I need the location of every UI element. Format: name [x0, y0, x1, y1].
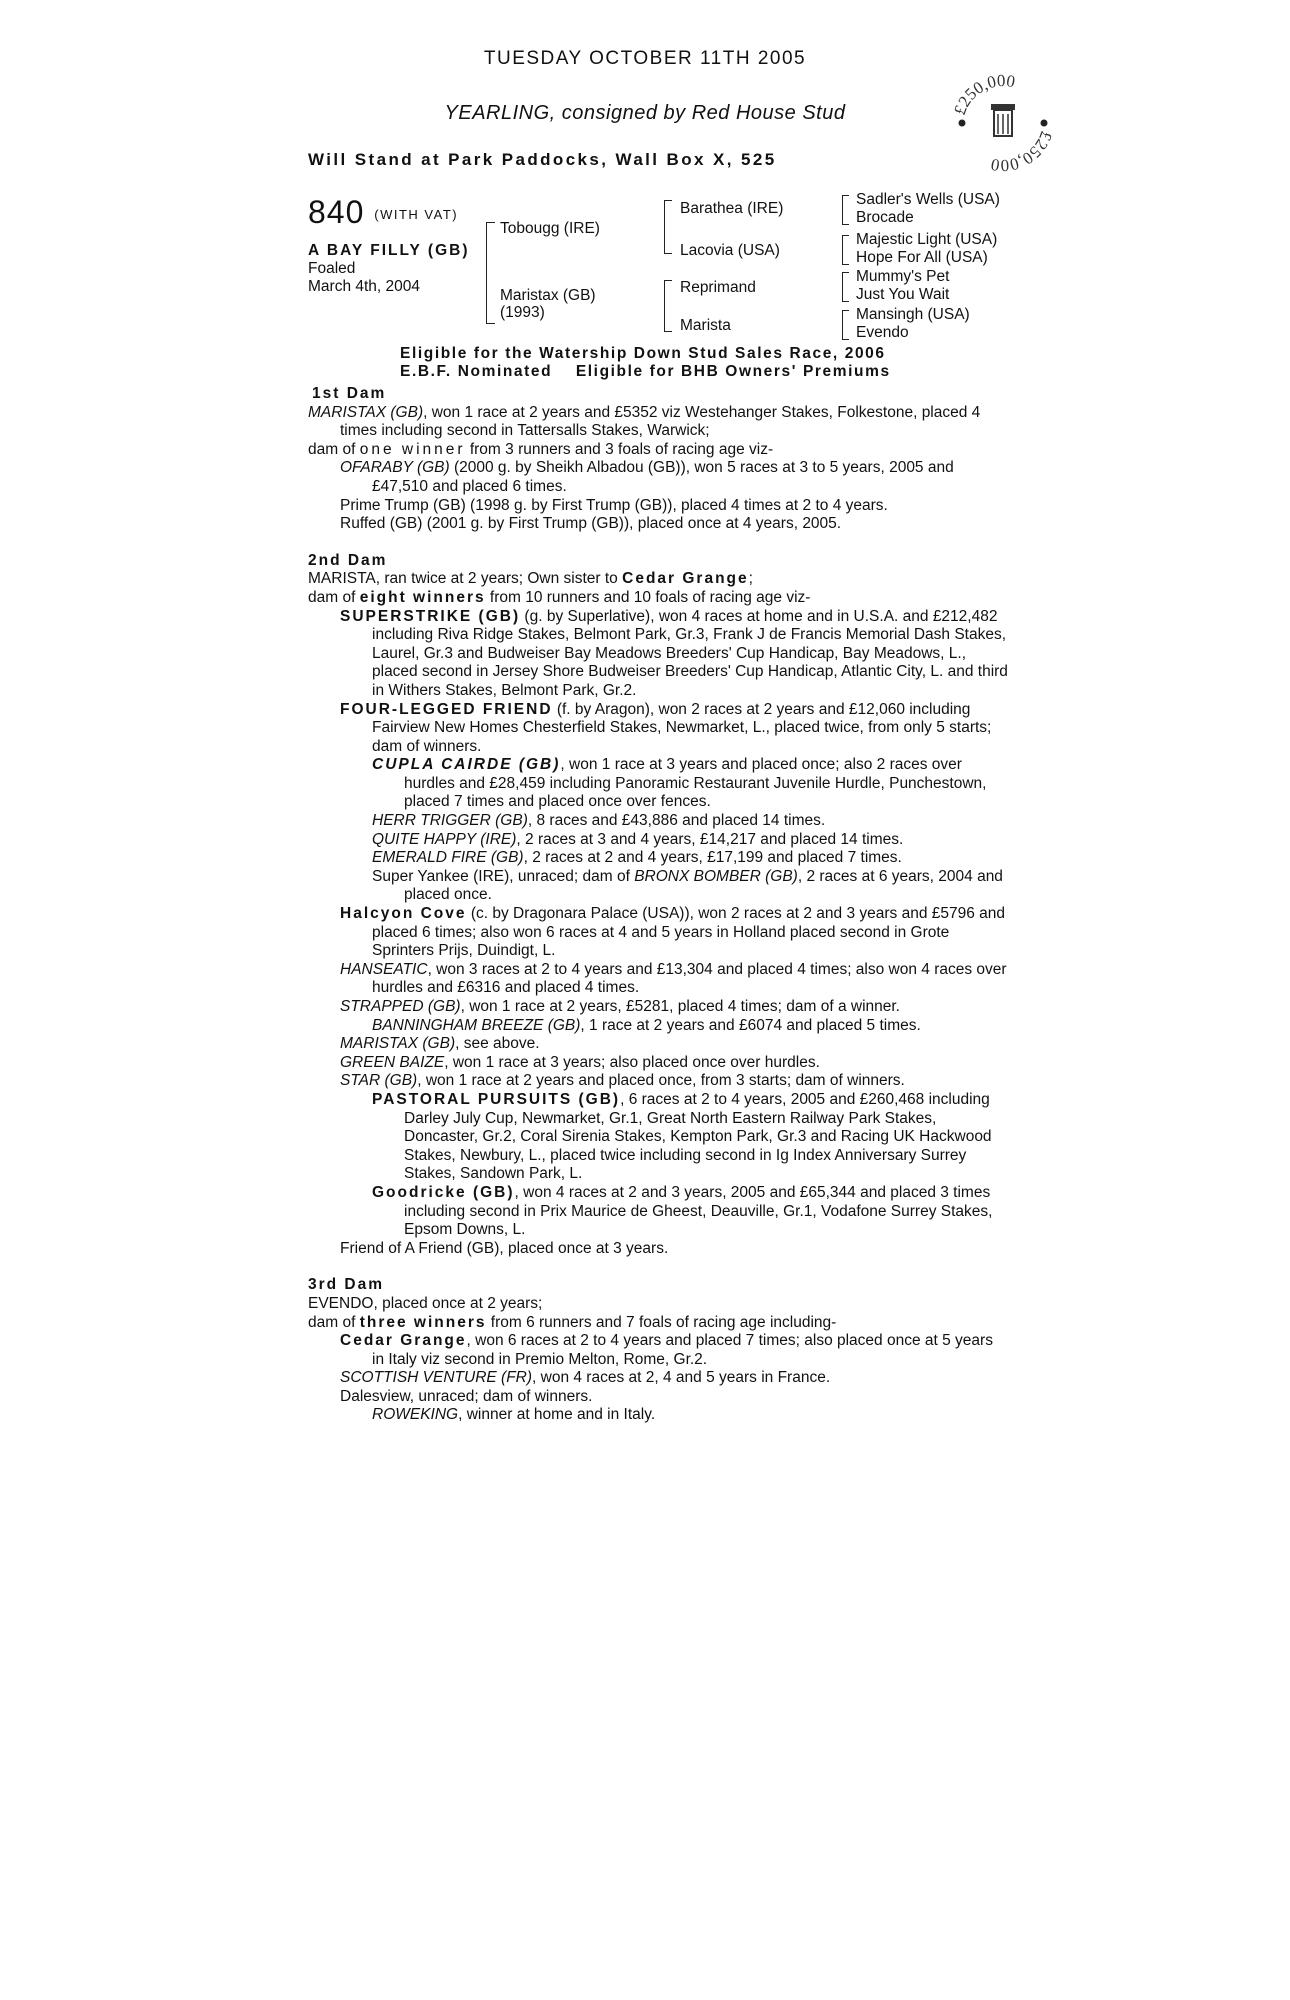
horse-record: , won 1 race at 2 years, £5281, placed 4 times; dam of a winner. [460, 998, 900, 1015]
pedigree-sire: Tobougg (IRE) [500, 220, 600, 237]
horse-name: EMERALD FIRE (GB) [372, 849, 524, 867]
foaled-date: March 4th, 2004 [308, 278, 421, 295]
pedigree-brace-sire [664, 200, 672, 254]
text: Super Yankee (IRE), unraced; dam of [372, 867, 635, 885]
text: dam of [308, 588, 360, 606]
text: dam of [308, 1313, 360, 1331]
second-dam-heading: 2nd Dam [308, 551, 388, 569]
horse-name: BANNINGHAM BREEZE (GB) [372, 1016, 581, 1034]
pedigree-brace-g3-1 [842, 195, 849, 225]
horse-name: STAR (GB) [340, 1072, 418, 1090]
eligibility-line-1: Eligible for the Watership Down Stud Sales Race, 2006 [400, 345, 886, 362]
produce-ofaraby [308, 459, 1008, 496]
third-dam-heading: 3rd Dam [308, 1276, 385, 1294]
horse-record: , won 4 races at 2 and 3 years, 2005 and £65,344 and placed 3 times including second in Prix Maurice de Gheest, Deauville, Gr.1, Vodafone Surrey Stakes, Epsom Downs, L. [404, 1183, 993, 1239]
horse-record: , see above. [455, 1035, 540, 1053]
horse-name: HANSEATIC [340, 960, 428, 978]
horse-record: , 8 races and £43,886 and placed 14 times. [527, 812, 826, 830]
pedigree-g2-4: Marista [680, 317, 731, 334]
produce-ruffed: Ruffed (GB) (2001 g. by First Trump (GB)), placed once at 4 years, 2005. [340, 515, 842, 533]
horse-name: A BAY FILLY (GB) [308, 242, 470, 259]
horse-name: Cedar Grange [622, 570, 749, 588]
produce-hanseatic [308, 961, 1008, 998]
horse-record: , winner at home and in Italy. [458, 1406, 656, 1424]
horse-record: , won 1 race at 2 years and placed once, from 3 starts; dam of winners. [417, 1072, 905, 1090]
produce-roweking [308, 1406, 1008, 1425]
winners-count: three winners [359, 1313, 487, 1331]
horse-name: STRAPPED (GB) [340, 998, 461, 1015]
first-dam-produce-intro [308, 441, 1008, 460]
produce-banningham-breeze [308, 1017, 1008, 1036]
text: from 6 runners and 7 foals of racing age including- [486, 1313, 837, 1331]
produce-dalesview: Dalesview, unraced; dam of winners. [340, 1387, 593, 1405]
pedigree-dam-year: (1993) [500, 304, 545, 321]
produce-halcyon-cove [308, 905, 1008, 961]
produce-herr-trigger [308, 812, 1008, 831]
sale-date: TUESDAY OCTOBER 11TH 2005 [483, 48, 807, 69]
pedigree-brace-dam [664, 280, 672, 332]
horse-record: , 1 race at 2 years and £6074 and placed 5 times. [580, 1016, 921, 1034]
vat-note: (WITH VAT) [374, 207, 459, 223]
horse-name: SCOTTISH VENTURE (FR) [340, 1369, 533, 1387]
horse-record: (f. by Aragon), won 2 races at 2 years and £12,060 including Fairview New Homes Chesterfield Stakes, Newmarket, L., placed twice, from only 5 starts; dam of winners. [372, 700, 992, 755]
pedigree-g3-4: Hope For All (USA) [856, 249, 988, 266]
produce-cupla-cairde [308, 756, 1008, 812]
horse-name: ROWEKING [372, 1406, 459, 1424]
horse-name: CUPLA CAIRDE (GB) [372, 756, 561, 774]
horse-record: (c. by Dragonara Palace (USA)), won 2 races at 2 and 3 years and £5796 and placed 6 times; also won 6 races at 4 and 5 years in Holland placed second in Grote Sprinters Prijs, Duindigt, L. [372, 905, 1006, 960]
horse-record: , won 1 race at 3 years; also placed once over hurdles. [444, 1053, 820, 1071]
pedigree-g2-1: Barathea (IRE) [680, 200, 784, 217]
horse-record: , 6 races at 2 to 4 years, 2005 and £260,468 including Darley July Cup, Newmarket, Gr.1, Great North Eastern Railway Park Stakes, Doncaster, Gr.2, Coral Sirenia Stakes, Kempton Park, Gr.3 and Racing UK Hackwood Stakes, Newbury, L., placed twice including second in Ig Index Anniversary Surrey Stakes, Sandown Park, L. [404, 1090, 992, 1183]
pedigree-brace-main [486, 222, 495, 324]
first-dam-heading: 1st Dam [312, 385, 387, 402]
horse-name: Halcyon Cove [340, 905, 467, 923]
consignment-line: YEARLING, consigned by Red House Stud [444, 102, 846, 124]
produce-emerald-fire [308, 849, 1008, 868]
horse-record: , 2 races at 2 and 4 years, £17,199 and placed 7 times. [523, 849, 902, 867]
text: dam of [308, 440, 360, 458]
horse-record: , won 6 races at 2 to 4 years and placed 7 times; also placed once at 5 years in Italy viz second in Premio Melton, Rome, Gr.2. [372, 1332, 993, 1368]
horse-name: BRONX BOMBER (GB) [634, 867, 798, 885]
lot-info [308, 242, 469, 296]
produce-super-yankee [308, 868, 1008, 905]
produce-pastoral-pursuits [308, 1091, 1008, 1184]
pedigree-g3-8: Evendo [856, 324, 909, 341]
dam-name: MARISTAX (GB) [308, 403, 424, 421]
horse-name: MARISTAX (GB) [340, 1035, 456, 1053]
pedigree-brace-g3-3 [842, 272, 849, 302]
pedigree-dam: Maristax (GB) [500, 287, 596, 304]
third-dam-produce-intro [308, 1314, 1008, 1333]
eligibility [400, 345, 891, 381]
horse-name: OFARABY (GB) [340, 459, 450, 477]
stand-location: Will Stand at Park Paddocks, Wall Box X, 525 [308, 150, 777, 169]
produce-quite-happy [308, 831, 1008, 850]
eligibility-line-2: E.B.F. Nominated Eligible for BHB Owners' Premiums [400, 363, 891, 380]
price-seal-icon [948, 68, 1058, 178]
second-dam-intro [308, 570, 1008, 589]
pedigree-notes [308, 385, 1008, 1425]
pedigree-brace-g3-4 [842, 310, 849, 340]
produce-prime-trump: Prime Trump (GB) (1998 g. by First Trump (GB)), placed 4 times at 2 to 4 years. [340, 496, 888, 514]
pedigree-g3-1: Sadler's Wells (USA) [856, 191, 1000, 208]
pedigree-g3-6: Just You Wait [856, 286, 950, 303]
text: MARISTA, ran twice at 2 years; Own sister to [308, 570, 623, 588]
horse-name: FOUR-LEGGED FRIEND [340, 700, 553, 718]
horse-name: Cedar Grange [340, 1332, 467, 1350]
text: from 10 runners and 10 foals of racing age viz- [485, 588, 811, 606]
pedigree-g2-3: Reprimand [680, 279, 756, 296]
produce-superstrike [308, 608, 1008, 701]
third-dam-intro: EVENDO, placed once at 2 years; [308, 1294, 543, 1312]
second-dam-produce-intro [308, 589, 1008, 608]
produce-goodricke [308, 1184, 1008, 1240]
lot-number-value: 840 [308, 194, 365, 230]
horse-name: GREEN BAIZE [340, 1053, 445, 1071]
produce-cedar-grange [308, 1332, 1008, 1369]
pedigree-g3-2: Brocade [856, 209, 914, 226]
text: , 2 races at 6 years, 2004 and placed once. [404, 867, 1003, 904]
svg-text:£250,000: £250,000 [949, 70, 1017, 118]
horse-record: (g. by Superlative), won 4 races at home and in U.S.A. and £212,482 including Riva Ridge Stakes, Belmont Park, Gr.3, Frank J de Francis Memorial Dash Stakes, Laurel, Gr.3 and Budweiser Bay Meadows Breeders' Cup Handicap, Bay Meadows, L., placed second in Jersey Shore Budweiser Breeders' Cup Handicap, Atlantic City, L. and third in Withers Stakes, Belmont Park, Gr.2. [372, 607, 1008, 699]
pedigree-g3-5: Mummy's Pet [856, 268, 950, 285]
horse-record: (2000 g. by Sheikh Albadou (GB)), won 5 races at 3 to 5 years, 2005 and £47,510 and placed 6 times. [372, 459, 954, 495]
text: from 3 runners and 3 foals of racing age viz- [465, 440, 774, 458]
horse-name: QUITE HAPPY (IRE) [372, 830, 517, 848]
pedigree-g3-7: Mansingh (USA) [856, 306, 970, 323]
text: ; [748, 570, 753, 588]
first-dam-line [308, 404, 1008, 441]
winners-count: eight winners [359, 588, 486, 606]
produce-star [308, 1072, 1008, 1091]
dam-record: , won 1 race at 2 years and £5352 viz Westehanger Stakes, Folkestone, placed 4 times including second in Tattersalls Stakes, Warwick; [340, 403, 981, 440]
produce-maristax [308, 1035, 1008, 1054]
horse-name: HERR TRIGGER (GB) [372, 812, 528, 830]
horse-name: Goodricke (GB) [372, 1183, 515, 1201]
foaled-label: Foaled [308, 260, 356, 277]
lot-number [308, 194, 458, 231]
svg-text:£250,000: £250,000 [989, 128, 1057, 176]
pedigree-brace-g3-2 [842, 235, 849, 265]
winners-count: one winner [359, 440, 466, 458]
pedigree-g3-3: Majestic Light (USA) [856, 231, 998, 248]
horse-record: , won 4 races at 2, 4 and 5 years in France. [532, 1369, 831, 1387]
pedigree-g2-2: Lacovia (USA) [680, 242, 780, 259]
produce-strapped [308, 998, 1008, 1017]
produce-scottish-venture [308, 1369, 1008, 1388]
horse-record: , won 1 race at 3 years and placed once; also 2 races over hurdles and £28,459 including Panoramic Restaurant Juvenile Hurdle, Punchestown, placed 7 times and placed once over fences. [404, 756, 987, 811]
produce-four-legged-friend [308, 701, 1008, 757]
produce-green-baize [308, 1054, 1008, 1073]
horse-record: , 2 races at 3 and 4 years, £14,217 and placed 14 times. [516, 830, 904, 848]
horse-name: SUPERSTRIKE (GB) [340, 607, 521, 625]
produce-friend-of-a-friend: Friend of A Friend (GB), placed once at 3 years. [340, 1239, 669, 1257]
horse-name: PASTORAL PURSUITS (GB) [372, 1090, 621, 1108]
horse-record: , won 3 races at 2 to 4 years and £13,304 and placed 4 times; also won 4 races over hurdles and £6316 and placed 4 times. [372, 960, 1007, 997]
